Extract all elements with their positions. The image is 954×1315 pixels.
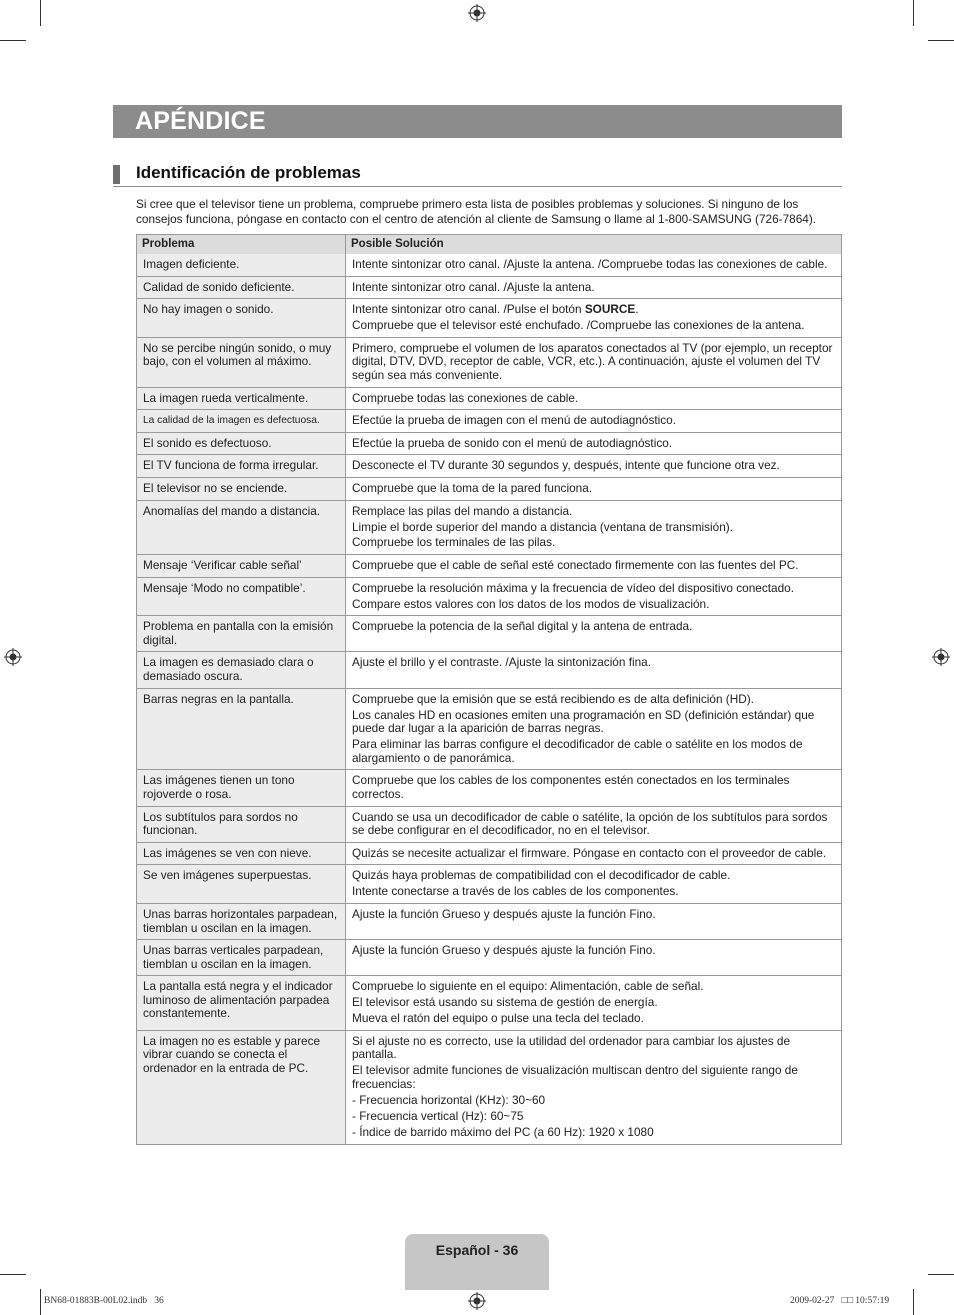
table-row (137, 865, 842, 904)
problem-cell: El televisor no se enciende. (137, 477, 346, 500)
table-row (137, 387, 842, 410)
solution-line: Efectúe la prueba de imagen con el menú de autodiagnóstico. (352, 413, 676, 428)
problem-cell: No se percibe ningún sonido, o muy bajo, con el volumen al máximo. (137, 337, 346, 387)
page-number-tab (405, 1234, 549, 1290)
problem-cell: La pantalla está negra y el indicador luminoso de alimentación parpadea constantemente. (137, 976, 346, 1031)
table-row (137, 299, 842, 338)
solution-cell (346, 276, 842, 299)
solution-text: Intente sintonizar otro canal. /Pulse el botón (352, 302, 585, 317)
section-marker-icon (113, 165, 120, 184)
solution-line: Ajuste la función Grueso y después ajuste la función Fino. (352, 906, 656, 921)
table-row (137, 976, 842, 1031)
solution-cell (346, 455, 842, 478)
crop-mark (913, 0, 914, 26)
solution-cell (346, 337, 842, 387)
appendix-banner: APÉNDICE (113, 105, 842, 138)
table-row (137, 688, 842, 770)
solution-line: El televisor admite funciones de visualización multiscan dentro del siguiente rango de frecuencias: (352, 1063, 798, 1092)
problem-cell: Barras negras en la pantalla. (137, 688, 346, 770)
problem-cell: Los subtítulos para sordos no funcionan. (137, 806, 346, 842)
solution-line: Si el ajuste no es correcto, use la utilidad del ordenador para cambiar los ajustes de pantalla. (352, 1033, 791, 1062)
solution-cell (346, 940, 842, 976)
solution-cell (346, 254, 842, 276)
solution-cell (346, 299, 842, 338)
solution-cell (346, 432, 842, 455)
solution-cell (346, 1030, 842, 1144)
problem-cell: El sonido es defectuoso. (137, 432, 346, 455)
registration-mark-icon (4, 648, 22, 666)
table-row (137, 455, 842, 478)
solution-line: Compruebe los terminales de las pilas. (352, 535, 556, 550)
print-date-info: 2009-02-27 □□ 10:57:19 (790, 1296, 890, 1306)
solution-cell (346, 616, 842, 652)
solution-cell (346, 865, 842, 904)
table-row (137, 276, 842, 299)
solution-line: Quizás haya problemas de compatibilidad con el decodificador de cable. (352, 868, 731, 883)
table-row (137, 337, 842, 387)
solution-cell (346, 976, 842, 1031)
solution-line: Compruebe que el cable de señal esté conectado firmemente con las fuentes del PC. (352, 558, 799, 573)
table-row (137, 806, 842, 842)
problem-cell: Las imágenes se ven con nieve. (137, 842, 346, 865)
solution-line: Para eliminar las barras configure el decodificador de cable o satélite en los modos de alargamiento o de panorámica. (352, 737, 803, 765)
source-button-label: SOURCE (584, 302, 636, 317)
table-row (137, 842, 842, 865)
solution-line: - Frecuencia vertical (Hz): 60~75 (352, 1109, 524, 1123)
solution-line: Intente conectarse a través de los cables de los componentes. (352, 884, 679, 899)
table-row (137, 652, 842, 688)
solution-line: Limpie el borde superior del mando a distancia (ventana de transmisión). (352, 519, 733, 534)
table-row (137, 903, 842, 939)
solution-cell (346, 842, 842, 865)
solution-cell (346, 577, 842, 616)
section-heading (113, 162, 842, 187)
solution-line: Ajuste el brillo y el contraste. /Ajuste la sintonización fina. (352, 655, 652, 670)
problem-cell: La imagen es demasiado clara o demasiado oscura. (137, 652, 346, 688)
problem-cell: Mensaje ‘Modo no compatible’. (137, 577, 346, 616)
table-row (137, 940, 842, 976)
solution-cell (346, 500, 842, 555)
solution-line: Desconecte el TV durante 30 segundos y, después, intente que funcione otra vez. (352, 458, 780, 473)
solution-line: Quizás se necesite actualizar el firmware. Póngase en contacto con el proveedor de cable. (352, 845, 827, 860)
table-row (137, 432, 842, 455)
crop-mark (928, 40, 954, 41)
problem-cell: No hay imagen o sonido. (137, 299, 346, 338)
problem-cell: Imagen deficiente. (137, 254, 346, 276)
solution-line: Compruebe que los cables de los componentes estén conectados en los terminales correctos. (352, 773, 790, 801)
solution-line: El televisor está usando su sistema de gestión de energía. (352, 995, 658, 1010)
problem-cell: La imagen rueda verticalmente. (137, 387, 346, 410)
solution-cell (346, 555, 842, 578)
solution-line: Efectúe la prueba de sonido con el menú de autodiagnóstico. (352, 435, 673, 450)
registration-mark-icon (468, 1292, 486, 1310)
solution-cell (346, 410, 842, 433)
solution-line: Compruebe todas las conexiones de cable. (352, 390, 579, 405)
problem-cell: Unas barras horizontales parpadean, tiemblan u oscilan en la imagen. (137, 903, 346, 939)
solution-line: Ajuste la función Grueso y después ajuste la función Fino. (352, 943, 656, 958)
table-row (137, 1030, 842, 1144)
solution-cell (346, 806, 842, 842)
table-row (137, 555, 842, 578)
troubleshooting-table (136, 234, 842, 1145)
solution-line: Remplace las pilas del mando a distancia. (352, 503, 573, 518)
solution-cell (346, 652, 842, 688)
registration-mark-icon (468, 4, 486, 22)
table-row (137, 410, 842, 433)
problem-cell: Anomalías del mando a distancia. (137, 500, 346, 555)
intro-paragraph: Si cree que el televisor tiene un problema, compruebe primero esta lista de posibles problemas y soluciones. Si ninguno de los consejos funciona, póngase en contacto con el centro de atención al cliente de Samsung o llame al 1-800-SAMSUNG (726-7864). (136, 197, 817, 226)
table-header-row (137, 235, 842, 255)
solution-cell (346, 770, 842, 806)
solution-line: Compruebe la potencia de la señal digital y la antena de entrada. (352, 619, 693, 634)
solution-line: Los canales HD en ocasiones emiten una programación en SD (definición estándar) que puede dar lugar a la aparición de barras negras. (352, 707, 815, 736)
column-header-problem: Problema (137, 235, 346, 255)
problem-cell: Problema en pantalla con la emisión digital. (137, 616, 346, 652)
solution-cell (346, 477, 842, 500)
crop-mark (40, 0, 41, 26)
problem-cell: La imagen no es estable y parece vibrar cuando se conecta el ordenador en la entrada de PC. (137, 1030, 346, 1144)
section-title: Identificación de problemas (136, 163, 361, 182)
crop-mark (913, 1289, 914, 1315)
solution-line: Intente sintonizar otro canal. /Pulse el botón SOURCE. (352, 302, 639, 317)
problem-cell: Se ven imágenes superpuestas. (137, 865, 346, 904)
problem-cell: Unas barras verticales parpadean, tiemblan u oscilan en la imagen. (137, 940, 346, 976)
crop-mark (928, 1274, 954, 1275)
solution-line: Intente sintonizar otro canal. /Ajuste la antena. (352, 279, 595, 294)
problem-cell: El TV funciona de forma irregular. (137, 455, 346, 478)
problem-cell: Las imágenes tienen un tono rojoverde o rosa. (137, 770, 346, 806)
table-row (137, 770, 842, 806)
solution-line: - Frecuencia horizontal (KHz): 30~60 (352, 1093, 546, 1108)
solution-cell (346, 688, 842, 770)
solution-line: Compruebe lo siguiente en el equipo: Alimentación, cable de señal. (352, 979, 704, 994)
solution-line: Primero, compruebe el volumen de los aparatos conectados al TV (por ejemplo, un receptor digital, DTV, DVD, receptor de cable, VCR, etc.). A continuación, ajuste el volumen del TV según sea más conveniente. (352, 340, 833, 382)
solution-line: Cuando se usa un decodificador de cable o satélite, la opción de los subtítulos para sordos se debe configurar en el decodificador, no en el televisor. (352, 809, 828, 838)
solution-cell (346, 387, 842, 410)
table-row (137, 616, 842, 652)
registration-mark-icon (932, 648, 950, 666)
table-row (137, 500, 842, 555)
solution-line: Compruebe que la toma de la pared funciona. (352, 480, 593, 495)
page-number-label: Español - 36 (435, 1242, 519, 1258)
solution-line: Compruebe que la emisión que se está recibiendo es de alta definición (HD). (352, 691, 754, 706)
crop-mark (0, 1274, 26, 1275)
problem-cell: Calidad de sonido deficiente. (137, 276, 346, 299)
solution-line: Intente sintonizar otro canal. /Ajuste la antena. /Compruebe todas las conexiones de cable. (352, 257, 828, 271)
solution-line: Compruebe que el televisor esté enchufado. /Compruebe las conexiones de la antena. (352, 318, 805, 333)
solution-line: Compruebe la resolución máxima y la frecuencia de vídeo del dispositivo conectado. (352, 580, 794, 595)
crop-mark (40, 1289, 41, 1315)
column-header-solution: Posible Solución (346, 235, 842, 255)
print-file-info: BN68-01883B-00L02.indb 36 (44, 1296, 164, 1306)
problem-cell: Mensaje ‘Verificar cable señal’ (137, 555, 346, 578)
crop-mark (0, 40, 26, 41)
table-row (137, 577, 842, 616)
solution-line: - Índice de barrido máximo del PC (a 60 Hz): 1920 x 1080 (352, 1124, 654, 1139)
solution-line: Compare estos valores con los datos de los modos de visualización. (352, 596, 710, 611)
solution-line: Mueva el ratón del equipo o pulse una tecla del teclado. (352, 1011, 644, 1026)
solution-cell (346, 903, 842, 939)
table-row (137, 254, 842, 276)
table-row (137, 477, 842, 500)
problem-cell: La calidad de la imagen es defectuosa. (137, 410, 346, 433)
